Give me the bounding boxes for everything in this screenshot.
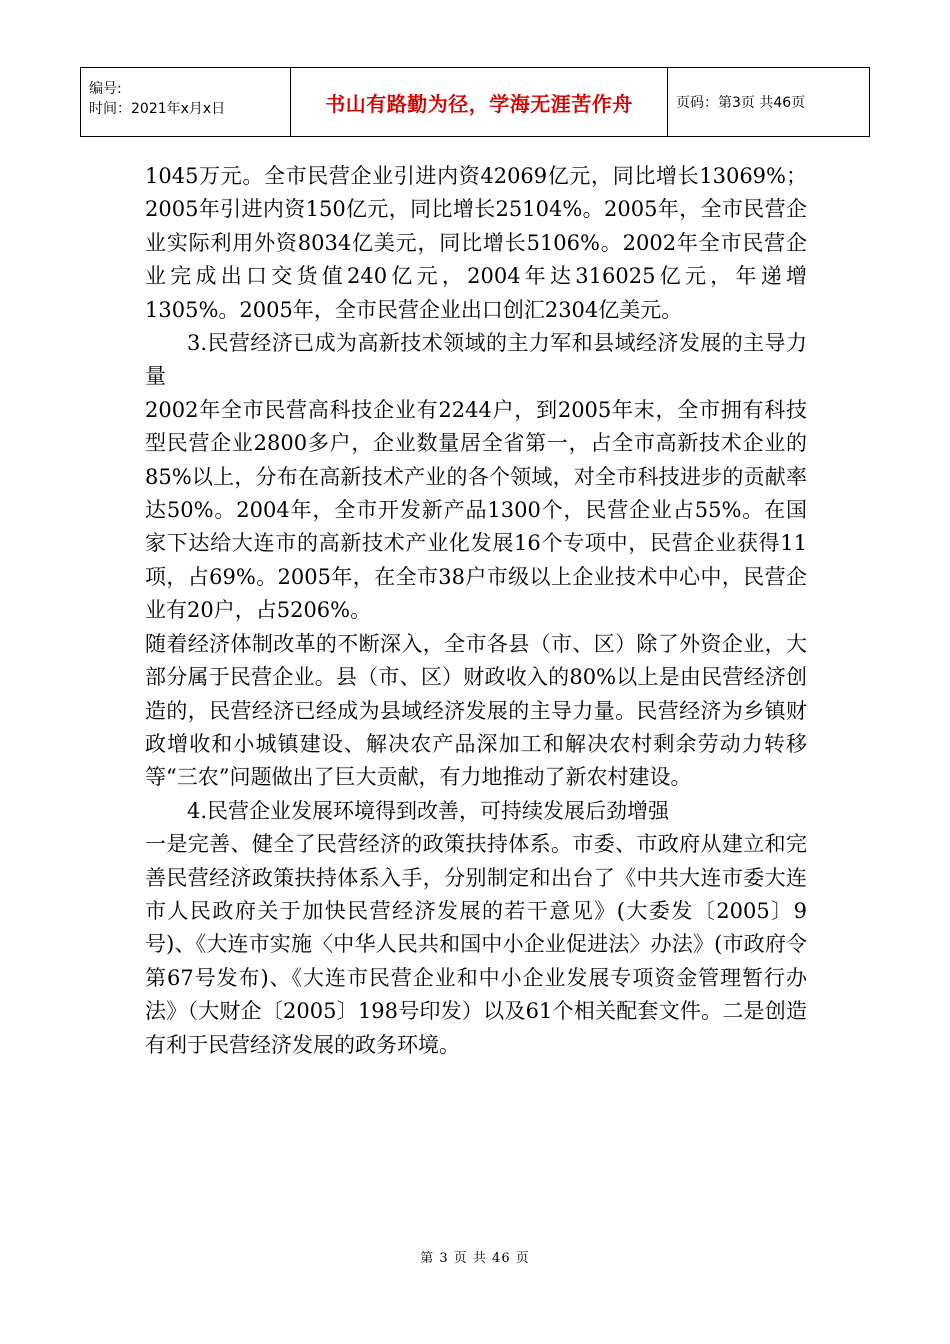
page-header: [80, 67, 870, 137]
doc-code-label: 编号:: [89, 81, 122, 97]
document-body: [145, 160, 807, 1062]
section-heading: 3.民营经济已成为高新技术领域的主力军和县域经济发展的主导力量: [145, 331, 807, 389]
header-motto: 书山有路勤为径，学海无涯苦作舟: [291, 68, 668, 137]
body-paragraph: 一是完善、健全了民营经济的政策扶持体系。市委、市政府从建立和完善民营经济政策扶持体系入手，分别制定和出台了《中共大连市委大连市人民政府关于加快民营经济发展的若干意见》(大委发〔2005〕9号)、《大连市实施〈中华人民共和国中小企业促进法〉办法》(市政府令第67号发布)、《大连市民营企业和中小企业发展专项资金管理暂行办法》（大财企〔2005〕198号印发）以及61个相关配套文件。二是创造有利于民营经济发展的政务环境。: [145, 832, 807, 1057]
page-footer: 第 3 页 共 46 页: [420, 1251, 530, 1266]
header-meta-cell: [81, 68, 291, 137]
body-paragraph: 2002年全市民营高科技企业有2244户，到2005年末，全市拥有科技型民营企业2800多户，企业数量居全省第一，占全市高新技术企业的85%以上，分布在高新技术产业的各个领域，对全市科技进步的贡献率达50%。2004年，全市开发新产品1300个，民营企业占55%。在国家下达给大连市的高新技术产业化发展16个专项中，民营企业获得11项，占69%。2005年，在全市38户市级以上企业技术中心中，民营企业有20户，占5206%。: [145, 397, 807, 623]
body-paragraph: 1045万元。全市民营企业引进内资42069亿元，同比增长13069%；2005年引进内资150亿元，同比增长25104%。2005年，全市民营企业实际利用外资8034亿美元，同比增长5106%。2002年全市民营企业完成出口交货值240亿元，2004年达316025亿元，年递增1305%。2005年，全市民营企业出口创汇2304亿美元。: [145, 164, 807, 322]
doc-time-label: 时间：2021年x月x日: [89, 101, 226, 117]
body-paragraph: 随着经济体制改革的不断深入，全市各县（市、区）除了外资企业，大部分属于民营企业。县（市、区）财政收入的80%以上是由民营经济创造的，民营经济已经成为县域经济发展的主导力量。民营经济为乡镇财政增收和小城镇建设、解决农产品深加工和解决农村剩余劳动力转移等“三农”问题做出了巨大贡献，有力地推动了新农村建设。: [145, 631, 807, 790]
section-heading: 4.民营企业发展环境得到改善，可持续发展后劲增强: [187, 798, 670, 823]
header-page-info: 页码：第3页 共46页: [668, 68, 870, 137]
